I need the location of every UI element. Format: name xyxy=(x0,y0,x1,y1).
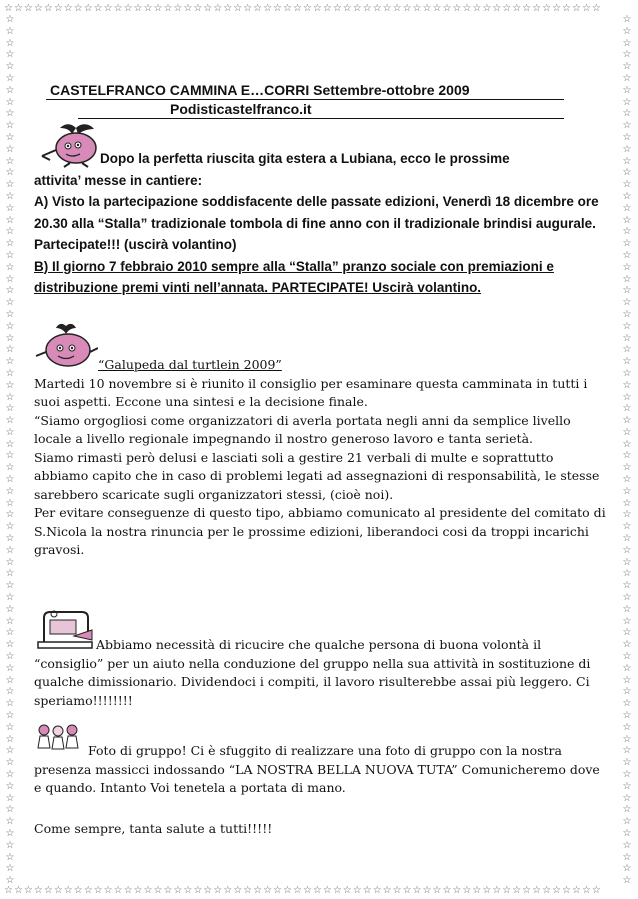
closing-text: Come sempre, tanta salute a tutti!!!!! xyxy=(34,821,273,836)
section-volunteers xyxy=(34,636,606,710)
intro-line-2: attivita’ messe in cantiere: xyxy=(34,172,203,188)
galupeda-para-1: Martedi 10 novembre si è riunito il consiglio per esaminare questa camminata in tutti i suoi aspetti. Eccone una sintesi e la decisione finale. xyxy=(34,375,588,409)
section-group-photo xyxy=(34,742,606,798)
item-b: B) Il giorno 7 febbraio 2010 sempre alla “Stalla” pranzo sociale con premiazioni e distribuzione premi vinti nell’annata. PARTECIPATE! Uscirà volantino. xyxy=(34,258,554,295)
galupeda-title: “Galupeda dal turtlein 2009” xyxy=(98,357,282,372)
volunteers-text: Abbiamo necessità di ricucire che qualche persona di buona volontà il “consiglio” per un aiuto nella conduzione del gruppo nella sua attività in sostituzione di qualche dimissionario. Dividendoci i compiti, il lavoro risulterebbe assai più leggero. Ci speriamo!!!!!!!! xyxy=(34,637,591,708)
website-link[interactable]: Podisticastelfranco.it xyxy=(170,101,312,117)
galupeda-para-3: Siamo rimasti però delusi e lasciati soli a gestire 21 verbali di multe e soprattutto abbiamo capito che in caso di problemi legati ad assegnazioni di responsabilità, le stesse sarebbero scaricate sugli organizzatori stessi, (cioè noi). xyxy=(34,449,600,502)
right-star-border: ☆ ☆ ☆ ☆ ☆ ☆ ☆ ☆ ☆ ☆ ☆ ☆ ☆ ☆ ☆ ☆ ☆ ☆ ☆ ☆ ☆ ☆ ☆ ☆ ☆ ☆ ☆ ☆ ☆ ☆ ☆ ☆ ☆ ☆ ☆ ☆ ☆ ☆ ☆ ☆ ☆ ☆ ☆ ☆ ☆ ☆ ☆ ☆ ☆ ☆ ☆ ☆ ☆ ☆ ☆ ☆ ☆ ☆ ☆ ☆ ☆ ☆ ☆ ☆ ☆ ☆ ☆ ☆ ☆ ☆ ☆ ☆ ☆ ☆ xyxy=(622,14,632,886)
section-galupeda xyxy=(34,356,606,560)
section-activities xyxy=(34,148,606,299)
item-a: A) Visto la partecipazione soddisfacente delle passate edizioni, Venerdì 18 dicembre ore 20.30 alla “Stalla” tradizionale tombola di fine anno con il tradizionale brindisi augurale. Partecipate!!! (uscirà volantino) xyxy=(34,194,599,252)
bottom-star-border: ☆☆☆☆☆☆☆☆☆☆☆☆☆☆☆☆☆☆☆☆☆☆☆☆☆☆☆☆☆☆☆☆☆☆☆☆☆☆☆☆☆☆☆☆☆☆☆☆☆☆☆☆☆☆☆☆☆☆☆☆ xyxy=(4,885,602,896)
group-photo-text: Foto di gruppo! Ci è sfuggito di realizzare una foto di gruppo con la nostra presenza massicci indossando “LA NOSTRA BELLA NUOVA TUTA” Comunicheremo dove e quando. Intanto Voi tenetela a portata di mano. xyxy=(34,743,600,795)
website-underline xyxy=(78,118,564,119)
galupeda-para-4: Per evitare conseguenze di questo tipo, abbiamo comunicato al presidente del comitato di S.Nicola la nostra rinuncia per le prossime edizioni, liberandoci cosi da troppi incarichi gravosi. xyxy=(34,505,606,557)
page-title: CASTELFRANCO CAMMINA E…CORRI Settembre-ottobre 2009 xyxy=(50,82,470,98)
intro-line-1: Dopo la perfetta riuscita gita estera a Lubiana, ecco le prossime xyxy=(100,151,510,166)
top-star-border: ☆☆☆☆☆☆☆☆☆☆☆☆☆☆☆☆☆☆☆☆☆☆☆☆☆☆☆☆☆☆☆☆☆☆☆☆☆☆☆☆☆☆☆☆☆☆☆☆☆☆☆☆☆☆☆☆☆☆☆☆ xyxy=(4,3,602,14)
title-underline xyxy=(46,99,564,100)
galupeda-para-2: “Siamo orgogliosi come organizzatori di averla portata negli anni da semplice livello locale a livello regionale impegnando il nostro generoso lavoro e tanta serietà. xyxy=(34,412,571,446)
left-star-border: ☆ ☆ ☆ ☆ ☆ ☆ ☆ ☆ ☆ ☆ ☆ ☆ ☆ ☆ ☆ ☆ ☆ ☆ ☆ ☆ ☆ ☆ ☆ ☆ ☆ ☆ ☆ ☆ ☆ ☆ ☆ ☆ ☆ ☆ ☆ ☆ ☆ ☆ ☆ ☆ ☆ ☆ ☆ ☆ ☆ ☆ ☆ ☆ ☆ ☆ ☆ ☆ ☆ ☆ ☆ ☆ ☆ ☆ ☆ ☆ ☆ ☆ ☆ ☆ ☆ ☆ ☆ ☆ ☆ ☆ ☆ ☆ ☆ ☆ xyxy=(5,14,15,886)
closing-greeting xyxy=(34,820,606,839)
